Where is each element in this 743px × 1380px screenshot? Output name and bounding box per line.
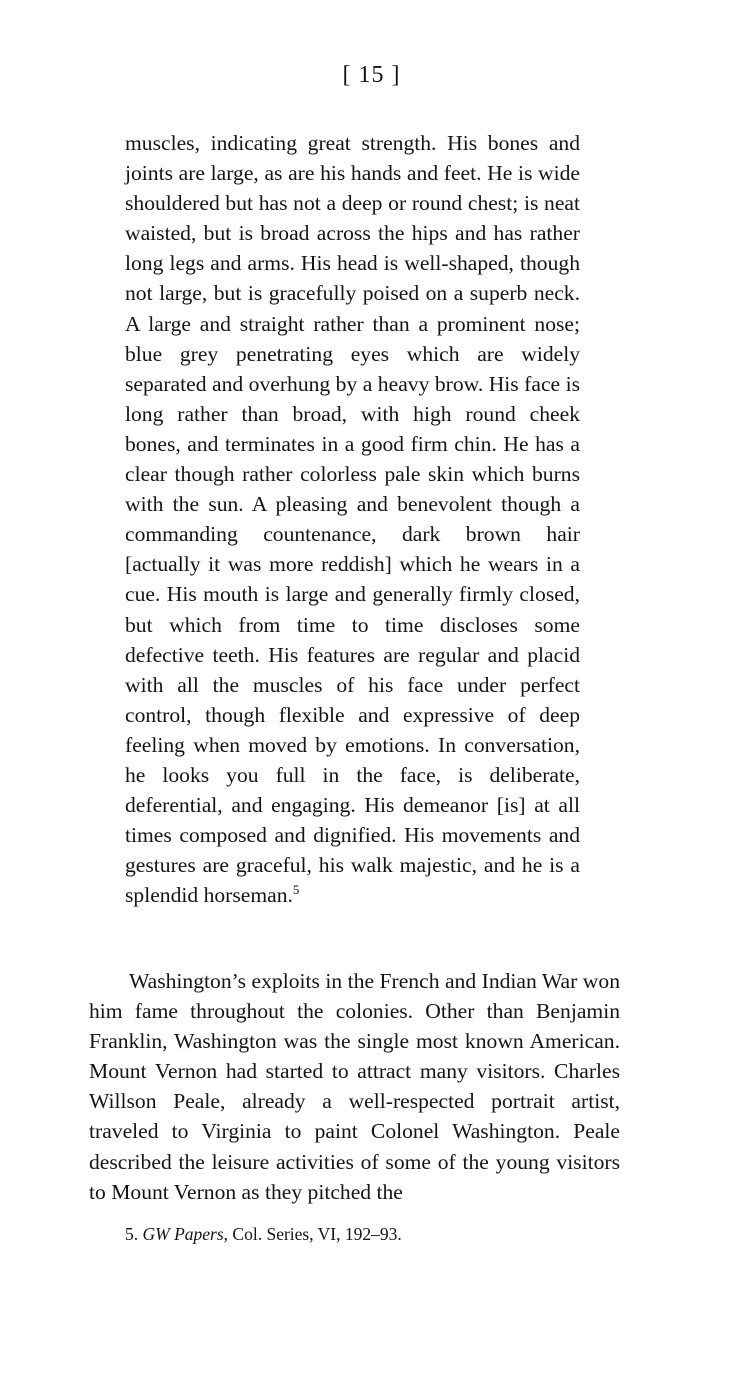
footnote-number: 5. bbox=[125, 1224, 139, 1244]
page-number: [ 15 ] bbox=[342, 62, 401, 88]
body-paragraph: Washington’s exploits in the French and Indian War won him fame throughout the colonies. Other than Benjamin Franklin, Washington was the single most known American. Mount Vernon had started to attract many visitors. Charles Willson Peale, already a well-respected portrait artist, traveled to Virginia to paint Colonel Washington. Peale described the leisure activities of some of the young visitors to Mount Vernon as they pitched the bbox=[89, 969, 620, 1204]
footnote-details: , Col. Series, VI, 192–93. bbox=[223, 1224, 402, 1244]
footnote-source-title: GW Papers bbox=[142, 1224, 224, 1244]
footnote bbox=[125, 1222, 625, 1246]
block-quote bbox=[125, 128, 580, 910]
block-quote-text: muscles, indicating great strength. His bones and joints are large, as are his hands and feet. He is wide shouldered but has not a deep or round chest; is neat waisted, but is broad across the hips and has rather long legs and arms. His head is well-shaped, though not large, but is gracefully poised on a superb neck. A large and straight rather than a prominent nose; blue grey penetrating eyes which are widely separated and overhung by a heavy brow. His face is long rather than broad, with high round cheek bones, and terminates in a good firm chin. He has a clear though rather colorless pale skin which burns with the sun. A pleasing and benevolent though a commanding countenance, dark brown hair [actually it was more reddish] which he wears in a cue. His mouth is large and generally firmly closed, but which from time to time discloses some defective teeth. His features are regular and placid with all the muscles of his face under perfect control, though flexible and expressive of deep feeling when moved by emotions. In conversation, he looks you full in the face, is deliberate, deferential, and engaging. His demeanor [is] at all times composed and dignified. His movements and gestures are graceful, his walk majestic, and he is a splendid horseman. bbox=[125, 131, 580, 908]
footnote-reference-marker: 5 bbox=[292, 882, 300, 898]
